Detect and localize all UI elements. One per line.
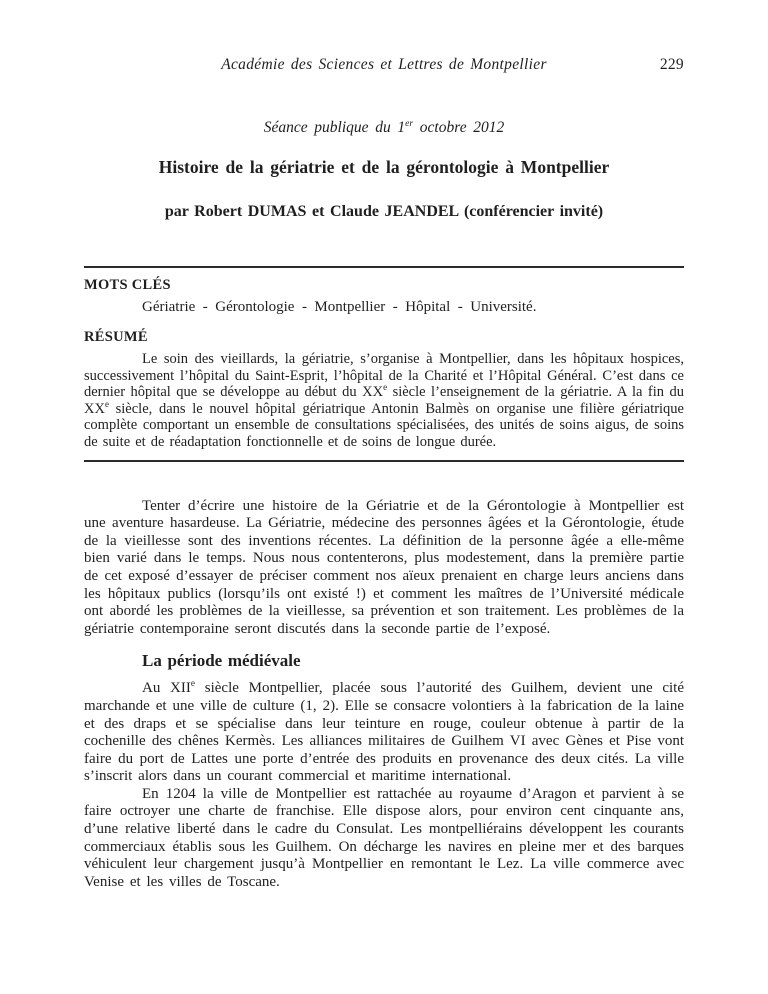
paragraph-segment: Au XII [142, 680, 191, 697]
session-line [84, 119, 684, 137]
byline: par Robert DUMAS et Claude JEANDEL (conférencier invité) [164, 203, 604, 220]
text-column [84, 0, 684, 891]
abstract-segment: siècle, dans le nouvel hôpital gériatrique Antonin Balmès on organise une filière gériatrique complète comportant un ensemble de consultations spécialisées, des unités de soins aigus, de soins de suite et de réadaptation fonctionnelle et de soins de longue durée. [84, 400, 684, 450]
paragraph-segment: siècle Montpellier, placée sous l’autorité des Guilhem, devient une cité marchande et une ville de culture (1, 2). Elle se consacre volontiers à la fabrication de la laine et des draps et se spécialise dans leur teinture en rouge, couleur obtenue à partir de la cochenille des chênes Kermès. Les alliances militaires de Guilhem VI avec Gènes et Pise vont faire du port de Lattes une porte d’entrée des produits en provenance des deux cités. La ville s’inscrit alors dans un courant commercial et maritime international. [84, 680, 684, 785]
session-text-cont: octobre 2012 [413, 119, 505, 136]
session-text: Séance publique du 1 [263, 119, 406, 136]
abstract-segment: Le soin des vieillards, la gériatrie, s’organise à Montpellier, dans les hôpitaux hospices, successivement l’hôpital du Saint-Esprit, l’hôpital de la Charité et l’Hôpital Général. C’est dans ce dernier hôpital que se développe au début du XX [84, 351, 684, 401]
abstract-text [84, 351, 684, 451]
journal-name: Académie des Sciences et Lettres de Montpellier [221, 56, 547, 73]
century-superscript: e [104, 398, 109, 409]
century-superscript: e [383, 382, 388, 393]
keywords-text: Gériatrie - Gérontologie - Montpellier - Hôpital - Université. [142, 299, 537, 315]
session-superscript: er [405, 117, 414, 129]
running-header [84, 0, 684, 74]
page-title: Histoire de la gériatrie et de la gérontologie à Montpellier [158, 157, 610, 177]
abstract-segment: siècle l’enseignement de la gériatrie. A la fin du XX [84, 384, 684, 417]
section-heading: La période médiévale [142, 651, 301, 671]
century-superscript: e [190, 679, 196, 690]
abstract-label: RÉSUMÉ [84, 329, 148, 345]
body-paragraph-1: Tenter d’écrire une histoire de la Gériatrie et de la Gérontologie à Montpellier est une aventure hasardeuse. La Gériatrie, médecine des personnes âgées et la Gérontologie, étude de la vieillesse sont des inventions récentes. La définition de la personne âgée a elle-même bien varié dans le temps. Nous nous contenterons, plus modestement, dans la première partie de cet exposé d’essayer de préciser comment nos aïeux prenaient en charge leurs anciens dans les hôpitaux publics (lorsqu’ils ont existé !) et comment les maîtres de l’Université médicale ont abordé les problèmes de la vieillesse, sa prévention et son traitement. Les problèmes de la gériatrie contemporaine seront discutés dans la seconde partie de l’exposé. [84, 497, 684, 637]
body-paragraph-2 [84, 680, 684, 786]
keywords-label: MOTS CLÉS [84, 277, 171, 293]
body-paragraph-3: En 1204 la ville de Montpellier est rattachée au royaume d’Aragon et parvient à se faire octroyer une charte de franchise. Elle dispose alors, pour environ cent cinquante ans, d’une relative liberté dans le cadre du Consulat. Les montpelliérains développent les courants commerciaux établis sous les Guilhem. On décharge les navires en pleine mer et des barques véhiculent leur chargement jusqu’à Montpellier en remontant le Lez. La ville commerce avec Venise et les villes de Toscane. [84, 785, 684, 890]
horizontal-rule-bottom [84, 460, 684, 462]
page-number: 229 [659, 56, 684, 73]
horizontal-rule-top [84, 266, 684, 268]
